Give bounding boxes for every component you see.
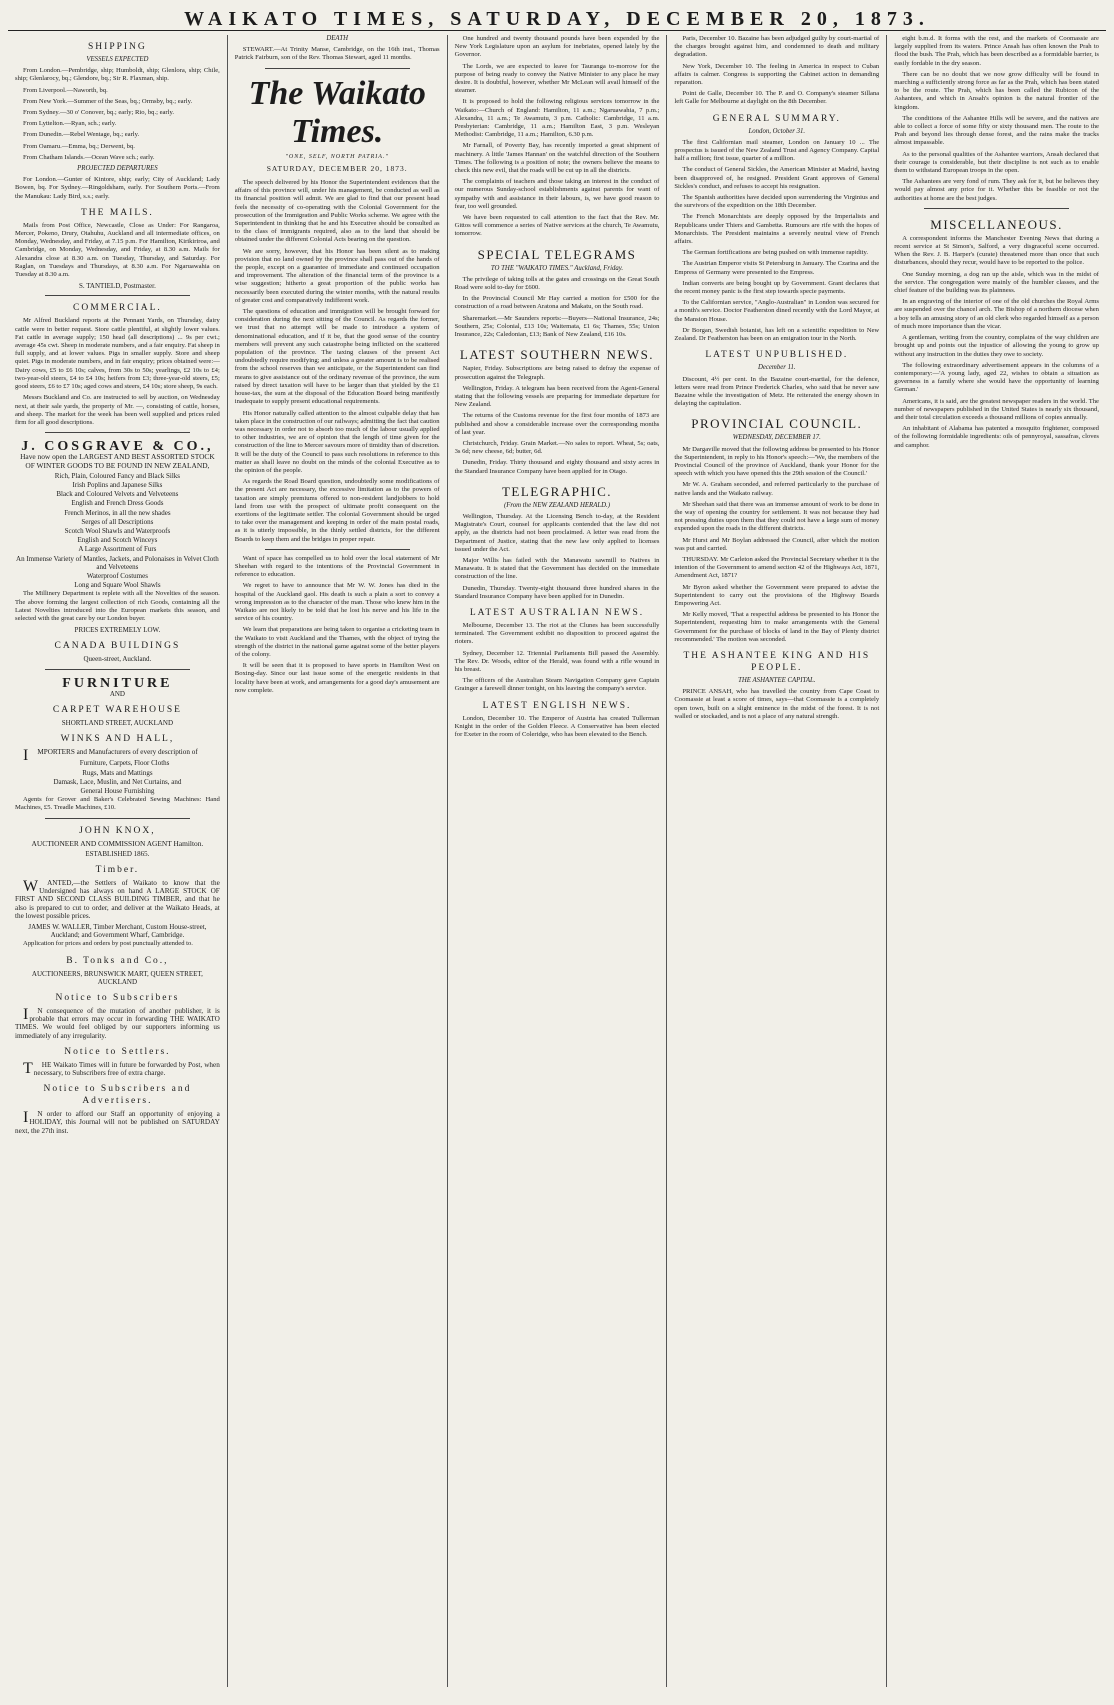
column-5 [887, 35, 1106, 1687]
vessel-entry: From New York.—Summer of the Seas, bq.; Ormsby, bq.; early. [23, 97, 193, 105]
cosgrave-item: English and French Dress Goods [71, 499, 164, 508]
southern-news-item: Wellington, Friday. A telegram has been received from the Agent-General stating that the following vessels are preparing for immediate departure for New Zealand. [454, 384, 660, 409]
council-paragraph: Mr Hurst and Mr Boylan addressed the Council, after which the motion was put and carried. [674, 536, 880, 552]
vessel-entry: From Chatham Islands.—Ocean Wave sch.; early. [23, 153, 155, 161]
knox-heading: JOHN KNOX, [79, 825, 156, 836]
summary-paragraph: Dr Borgan, Swedish botanist, has left on a scientific expedition to New Zealand. Dr Featherston has been on an emigration tour in the North. [674, 326, 880, 343]
divider [265, 549, 410, 550]
timber-text: WANTED,—the Settlers of Waikato to know that the Undersigned has always on hand A LARGE STOCK OF FIRST AND SECOND CLASS BUILDING TIMBER, and that he also is prepared to cut to order, and deliver at the Waikato Heads, at the lowest possible prices. [15, 878, 220, 920]
summary-paragraph: The conduct of General Sickles, the American Minister at Madrid, having been disapproved of, he resigned. President Grant approves of General Sickles's conduct, and refuses to accept his resignation. [674, 166, 880, 190]
southern-news-item: Christchurch, Friday. Grain Market.—No sales to report. Wheat, 5s; oats, 3s 6d; new cheese, 6d; butter, 6d. [454, 439, 660, 456]
special-telegram: The privilege of taking tolls at the gates and crossings on the Great South Road were sold to-day for £600. [454, 275, 660, 292]
australian-news-item: The officers of the Australian Steam Navigation Company gave Captain Grainger a farewell dinner tonight, on his leaving the company's service. [454, 677, 660, 693]
latest-unpublished-heading: LATEST UNPUBLISHED. [705, 350, 849, 361]
local-news-paragraph: One hundred and twenty thousand pounds have been expended by the New York Legislature upon an asylum for inebriates, opened lately by the Governor. [454, 35, 660, 59]
english-news-item: London, December 10. The Emperor of Austria has created Tullerman Knight in the order of the Golden Fleece. A Conservative has been elected for Exeter in the room of Coleridge, who has been elevated to the Bench. [454, 714, 660, 738]
local-news-paragraph: The Lords, we are expected to leave for Tauranga to-morrow for the purpose of being ready to convey the Native Minister to any place he may desire. It is doubtful, however, whether Mr McLean will avail himself of the steamer. [454, 62, 660, 95]
cosgrave-item: Scotch Wool Shawls and Waterproofs [64, 526, 171, 535]
provincial-council-dateline: WEDNESDAY, DECEMBER 17. [732, 434, 821, 442]
knox-subheading: AUCTIONEER AND COMMISSION AGENT Hamilton. [31, 838, 204, 848]
cosgrave-note: The Millinery Department is replete with all the Novelties of the season. The above forming the largest collection of rich Goods, containing all the Latest Novelties introduced into the European markets this season, and selected with the great care by our London buyer. [15, 590, 220, 622]
ashantee-continued: The conditions of the Ashantee Hills will be severe, and the natives are able to collect a force of some fifty or sixty thousand men. The route to the Prah and beyond lies through dense forest, and the rains make the tracks almost impassable. [894, 114, 1099, 147]
australian-news-item: Sydney, December 12. Triennial Parliaments Bill passed the Assembly. The Rev. Dr. Woods, editor of the Herald, was found with a rifle wound in his breast. [454, 649, 660, 673]
council-paragraph: Mr W. A. Graham seconded, and referred particularly to the purchase of native lands and the Waikato railway. [674, 481, 880, 497]
timber-heading: Timber. [95, 865, 140, 876]
commercial-paragraph: Messrs Buckland and Co. are instructed to sell by auction, on Wednesday next, at their sale yards, the property of Mr. —, consisting of cattle, horses, and sheep. The market for the week has been well supplied and prices ruled firm for all good descriptions. [15, 394, 220, 426]
cosgrave-item: Waterproof Costumes [86, 571, 148, 580]
vessel-entry: From Dunedin.—Rebel Wentage, bq.; early. [23, 131, 140, 139]
commercial-heading: COMMERCIAL. [73, 303, 162, 314]
unpublished-text: Discount, 4½ per cent. In the Bazaine court-martial, for the defence, letters were read from Prince Frederick Charles, who said that he never saw Bazaine while the investigation of Metz. He reiterated the energy shown in delaying the capitulation. [674, 375, 880, 408]
knox-established: ESTABLISHED 1865. [85, 849, 150, 858]
departures-text: For London.—Gunter of Kintore, ship; early; City of Auckland; Lady Bowen, bq. For Sydney.—Ringoldsham, early. For Southern Ports.—From the Manukau: Lady Bird, s.s.; early. [15, 176, 220, 200]
summary-paragraph: The French Monarchists are deeply opposed by the Imperialists and Republicans under Thiers and Gambetta. Rumours are rife with the hopes of Monarchists. The President maintains a severely neutral view of French affairs. [674, 213, 880, 246]
cosgrave-item: Long and Square Wool Shawls [74, 581, 161, 590]
editorial-paragraph: We are sorry, however, that his Honor has been silent as to making provision that no land owned by the province shall pass out of the hands of the people, except on a guarantee of immediate and continued occupation and improvement. The alteration of the financial term of the province is a wise suggestion; hitherto a great proportion of the public works has necessarily been executed during the winter months, with the natural results of greater cost and comparatively indifferent work. [234, 247, 440, 304]
summary-paragraph: The Austrian Emperor visits St Petersburg in January. The Czarina and the Empress of Germany were presented to the Empress. [674, 260, 880, 276]
notice-subscribers-text: IN consequence of the mutation of another publisher, it is probable that errors may occur in forwarding THE WAIKATO TIMES. We would feel obliged by our supporters informing us immediately of any irregularity. [15, 1006, 220, 1040]
telegraphic-item: Dunedin, Thursday. Twenty-eight thousand three hundred shares in the Standard Insurance Company have been applied for in Dunedin. [454, 584, 660, 600]
mails-heading: THE MAILS. [81, 207, 154, 218]
vessel-entry: From London.—Pembridge, ship; Humboldt, ship; Glenlora, ship; Chile, ship; Glenlarocy, bq.; Glendore, bq.; Sir R. Flaxman, ship. [15, 67, 220, 83]
council-paragraph: Mr Dargaville moved that the following address be presented to his Honor the Superintendent, in reply to his Honor's speech:—'We, the members of the Provincial Council of the province of Auckland, thank your Honor for the speech with which you have opened this the 29th session of the Council.' [674, 445, 880, 478]
column-3 [448, 35, 668, 1687]
ashantee-continued: eight b.m.d. It forms with the rest, and the markets of Coomassie are largely supplied from its waters. Prince Ansah has often known the Prah to flood the bush. The Prah, which has been described as a formidable barrier, is easily fordable in the dry season. [894, 35, 1099, 67]
cable-news-item: Paris, December 10. Bazaine has been adjudged guilty by court-martial of the charges brought against him, and condemned to death and military degradation. [674, 35, 880, 59]
ashantee-subheading: THE ASHANTEE CAPITAL. [738, 676, 816, 684]
divider [45, 432, 190, 433]
cable-news-item: New York, December 10. The feeling in America in respect to Cuban affairs is calmer. Congress is supporting the Cabinet action in demanding reparation. [674, 62, 880, 87]
summary-paragraph: The Spanish authorities have decided upon surrendering the Virginius and the survivors of the expedition on the 18th December. [674, 194, 880, 210]
editorial-paragraph: As regards the Road Board question, undoubtedly some modifications of the present Act are necessary, the excessive limitation as to the powers of taxation are simply premiums offered to non-resident landjobbers to hold land from use with the prospect of ultimate profit consequent on the exertions of the legitimate settler. The colonial Government should be urged to take over the management and keeping in order of the main postal roads, as it is utterly impossible, in the thinly settled districts, for the different Boards to keep them and the bridges in proper repair. [234, 478, 440, 543]
cosgrave-item: Serges of all Descriptions [81, 517, 154, 526]
winks-hall-item: Damask, Lace, Muslin, and Net Curtains, and [53, 777, 182, 786]
departures-heading: PROJECTED DEPARTURES [77, 165, 158, 173]
telegraphic-item: Major Willis has failed with the Manawatu sawmill to Natives in Manawatu. It is stated that the Government has decided on the immediate construction of the line. [454, 556, 660, 581]
local-news-paragraph: The complaints of teachers and those taking an interest in the conduct of our numerous Sunday-school establishments against parents for want of sympathy with and assistance in their labours, is, we have good reason to fear, too well grounded. [454, 178, 660, 210]
notice-settlers-text: THE Waikato Times will in future be forwarded by Post, when necessary, to Subscribers free of extra charge. [23, 1059, 220, 1078]
vessel-entry: From Oamaru.—Emma, bq.; Derwent, bq. [23, 142, 135, 150]
cosgrave-item: An Immense Variety of Mantles, Jackets, and Polonaises in Velvet Cloth and Velveteens [16, 554, 219, 571]
editorial-paragraph: It will be seen that it is proposed to have sports in Hamilton West on Boxing-day. Since our last issue some of the energetic residents in that locality have been at work, and arrangements for a good day's amusement are now complete. [234, 662, 440, 694]
vessel-entry: From Liverpool.—Naworth, bq. [23, 86, 108, 94]
local-news-paragraph: It is proposed to hold the following religious services tomorrow in the Waikato:—Church of England: Hamilton, 11 a.m.; Ngaruawahia, 7 p.m.; Alexandra, 11 a.m.; Te Awamutu, 3 p.m. Catholic: Cambridge, 11 a.m. Presbyterian: Cambridge, 11 a.m.; Hamilton East, 3 p.m. Wesleyan Methodist: Cambridge, 11 a.m.; Hamilton, 6.30 p.m. [454, 98, 660, 139]
summary-paragraph: To the Californian service, "Anglo-Australian" in London was secured for a month's service. Doctor Featherston dined recently with the Lord Mayor, at the Mansion House. [674, 299, 880, 323]
masthead: WAIKATO TIMES, SATURDAY, DECEMBER 20, 1873. [8, 8, 1106, 31]
mails-text: Mails from Post Office, Newcastle, Close as Under: For Rangaroa, Mercer, Pokeno, Drury, Otahuhu, Auckland and all intermediate offices, on Monday, Wednesday, and Friday, at 7.15 p.m. For Hamilton, Kirikiriroa, and Cambridge, on Monday, Wednesday, and Friday, at 8.30 a.m. Mails for Alexandra close at 8.30 a.m. on Tuesday, Thursday, and Saturday. For Raglan, on Tuesdays and Thursdays, at 8.30 a.m. For Ngaruawahia on Tuesday at 8.30 a.m. [15, 221, 220, 279]
provincial-council-heading: PROVINCIAL COUNCIL. [691, 416, 863, 432]
divider [265, 68, 410, 69]
newspaper-page [8, 8, 1106, 1689]
carpet-warehouse-heading: CARPET WAREHOUSE [52, 704, 182, 715]
special-telegram: Sharemarket.—Mr Saunders reports:—Buyers—National Insurance, 24s; Southern, 25s; Colonial, £13 10s; Waitemata, £1 6s; Thames, 55s; Union Insurance, 22s; Caledonian, £13; Bank of New Zealand, £16 10s. [454, 314, 660, 339]
newspaper-motto: "ONE, SELF, NORTH PATRIA." [285, 153, 389, 160]
newspaper-nameplate: The Waikato Times. [248, 74, 426, 150]
canada-buildings-address: Queen-street, Auckland. [83, 655, 152, 664]
cosgrave-prices: PRICES EXTREMELY LOW. [74, 626, 161, 635]
miscellaneous-paragraph: A gentleman, writing from the country, complains of the way children are brought up and points out the injustice of allowing the young to grow up without any instruction in the duties they owe to society. [894, 334, 1099, 358]
divider [45, 669, 190, 670]
editorial-paragraph: The questions of education and immigration will be brought forward for consideration during the next sitting of the Council. As regards the former, we trust that no attempt will be made to introduce a system of denominational education, and if it be, that the good sense of the country members will prevent any such catastrophe being inflicted on the scattered population of the province. The taxing clauses of the present Act undoubtedly require modifying; and unless a greater amount is to be realised from the school reserves than we anticipate, or the Superintendent can find means to give assistance out of the ordinary revenue of the province, the sum raised by direct taxation will have to be larger than that yielded by the £1 house-tax, the sum at the disposal of the Education Board being manifestly inadequate to supply present educational requirements. [234, 308, 440, 406]
miscellaneous-paragraph: Americans, it is said, are the greatest newspaper readers in the world. The number of newspapers published in the United States is nearly six thousand, and their total circulation exceeds a thousand millions of copies annually. [894, 397, 1099, 421]
winks-hall-intro: IMPORTERS and Manufacturers of every description of [23, 747, 198, 765]
southern-news-item: Napier, Friday. Subscriptions are being raised to defray the expense of prosecution against the Telegraph. [454, 365, 660, 381]
cosgrave-item: English and Scotch Winceys [77, 536, 158, 545]
divider [45, 818, 190, 819]
cable-news-item: Point de Galle, December 10. The P. and O. Company's steamer Sillana left Galle for Melbourne at daylight on the 8th December. [674, 90, 880, 106]
australian-news-item: Melbourne, December 13. The riot at the Clunes has been successfully terminated. The Government exhibit no disposition to proceed against the rioters. [454, 621, 660, 646]
editorial-paragraph: We learn that preparations are being taken to organise a cricketing team in the Waikato to visit Auckland and the Thames, with the object of trying the strength of the district in the national game against some of the better players of the colony. [234, 626, 440, 658]
ashantee-text: PRINCE ANSAH, who has travelled the country from Cape Coast to Coomassie at least a score of times, says—that Coomassie is a completely open town, built on a slight eminence in the midst of the forest. It is not walled or stockaded, and is not a place of any natural strength. [674, 688, 880, 720]
tonks-subheading: AUCTIONEERS, BRUNSWICK MART, QUEEN STREET, AUCKLAND [31, 969, 203, 986]
cosgrave-item: Rich, Plain, Coloured Fancy and Black Silks [54, 471, 180, 480]
cosgrave-item: French Merinos, in all the new shades [64, 508, 171, 517]
telegraphic-subheading: (From the NEW ZEALAND HERALD.) [503, 501, 611, 509]
ashantee-heading: THE ASHANTEE KING AND HIS PEOPLE. [683, 650, 871, 673]
editorial-paragraph: We regret to have to announce that Mr W. W. Jones has died in the hospital of the Auckland gaol. His death is such a plain a sort to convey a wrong impression as to the character of the man. Those who knew him in the Waikato are not likely to be told that he lost his nerve and his life in the service of his country. [234, 582, 440, 623]
vessels-heading: VESSELS EXPECTED [86, 56, 149, 63]
shipping-heading: SHIPPING [88, 42, 147, 52]
cosgrave-ad-subheading: Have now open the LARGEST AND BEST ASSORTED STOCK OF WINTER GOODS TO BE FOUND IN NEW ZEALAND, [20, 452, 215, 470]
council-paragraph: Mr Kelly moved, 'That a respectful address be presented to his Honor the Superintendent, requesting him to make arrangements with the General Government for the purchase of blocks of land in the Bay of Plenty district recommended.' The motion was seconded. [674, 611, 880, 643]
winks-hall-item: Furniture, Carpets, Floor Cloths [79, 759, 170, 768]
tonks-heading: B. Tonks and Co., [66, 955, 169, 966]
notice-advertisers-text: IN order to afford our Staff an opportunity of enjoying a HOLIDAY, this Journal will not be published on SATURDAY next, the 27th inst. [15, 1109, 220, 1135]
death-notice: STEWART.—At Trinity Manse, Cambridge, on the 16th inst., Thomas Patrick Fairburn, son of the Rev. Thomas Stewart, aged 11 months. [234, 46, 440, 62]
furniture-heading: FURNITURE [62, 675, 173, 691]
postmaster-signature: S. TANTIELD, Postmaster. [78, 282, 156, 291]
death-heading: DEATH [326, 35, 349, 42]
column-4 [667, 35, 887, 1687]
cosgrave-item: A Large Assortment of Furs [78, 545, 157, 554]
divider [924, 208, 1069, 209]
column-2 [228, 35, 448, 1687]
miscellaneous-paragraph: One Sunday morning, a dog ran up the aisle, which was in the midst of the service. The congregation were mainly of the humbler classes, and the chief feature of the building was its plainness. [894, 270, 1099, 295]
editorial-paragraph: Want of space has compelled us to hold over the local statement of Mr Sheehan with regard to the intentions of the Provincial Government in reference to education. [234, 554, 440, 579]
ashantee-continued: As to the personal qualities of the Ashantee warriors, Ansah declared that their courage is considerable, but their discipline is not such as to enable them to withstand European troops in the open. [894, 150, 1099, 175]
local-news-paragraph: Mr Farnall, of Poverty Bay, has recently imported a great shipment of machinery. A little 'James Hannan' on the watchful direction of the Southern Times. The following is a position of note; the owners believe the means to check this new evil, that the roads will be cut up in all the districts. [454, 142, 660, 175]
winks-hall-item: General House Furnishing [80, 787, 155, 795]
notice-advertisers-heading: Notice to Subscribers and Advertisers. [43, 1084, 192, 1107]
special-telegram: In the Provincial Council Mr Hay carried a motion for £500 for the construction of a road between Aratona and Makatu, on the South road. [454, 295, 660, 311]
waller-signature: JAMES W. WALLER, Timber Merchant, Custom House-street, Auckland; and Government Wharf, Cambridge. [28, 923, 207, 940]
issue-date: SATURDAY, DECEMBER 20, 1873. [266, 163, 408, 173]
cosgrave-item: Irish Poplins and Japanese Silks [72, 480, 163, 489]
winks-hall-heading: WINKS AND HALL, [60, 734, 175, 745]
notice-settlers-heading: Notice to Settlers. [64, 1046, 171, 1057]
summary-paragraph: The first Californian mail steamer, London on January 10 ... The prospectus is issued of the New Zealand Trust and Agency Company. Capital half a million; first issue, quarter of a million. [674, 138, 880, 163]
summary-paragraph: The German fortifications are being pushed on with immense rapidity. [682, 249, 869, 257]
council-paragraph: Mr Byron asked whether the Government were prepared to advise the Superintendent to carry out the provisions of the Highway Boards Empowering Act. [674, 583, 880, 607]
latest-unpublished-dateline: December 11. [757, 364, 796, 372]
general-summary-dateline: London, October 31. [748, 127, 806, 135]
miscellaneous-heading: MISCELLANEOUS. [930, 216, 1063, 232]
council-paragraph: THURSDAY. Mr Carleton asked the Provincial Secretary whether it is the intention of the Government to amend section 42 of the Highways Act, 1871, Amendment Act, 1871? [674, 555, 880, 580]
columns [8, 35, 1106, 1687]
editorial-paragraph: The speech delivered by his Honor the Superintendent evidences that the affairs of this province will, under his management, be conducted as well as its financial position will admit. We are glad to find that our present head feels the necessity of co-operating with the Colonial Government for the prosecution of the Immigration and Public Works scheme. We agree with the Superintendent in thinking that he and his Executive should be consulted as to the class of immigrants required, also as to the land that should be obtained under the different Colonial Acts bearing on the question. [234, 179, 440, 244]
waller-note: Application for prices and orders by post punctually attended to. [23, 940, 193, 948]
telegraphic-heading: TELEGRAPHIC. [501, 483, 613, 499]
carpet-warehouse-address: SHORTLAND STREET, AUCKLAND [61, 718, 174, 727]
miscellaneous-paragraph: The following extraordinary advertisement appears in the columns of a contemporary:—'A young lady, aged 22, wishes to obtain a situation as governess in a family where she would have the opportunity of learning German.' [894, 361, 1099, 394]
general-summary-heading: GENERAL SUMMARY. [712, 113, 841, 124]
southern-news-heading: LATEST SOUTHERN NEWS. [459, 347, 655, 363]
editorial-paragraph: His Honor naturally called attention to the almost culpable delay that has taken place in the construction of our railways; admitting the fact that caution was necessary in order not to absorb too much of the labour usually applied to other industries, we are of opinion that the length of time given for the construction of the line to Mercer savours more of timidity than of discretion. It will be the duty of the Council to pass such resolutions in reference to this matter as shall leave no doubt on the minds of the colonial Executive as to the opinion of the people. [234, 409, 440, 474]
southern-news-item: The returns of the Customs revenue for the first four months of 1873 are published and show a considerable increase over the corresponding months of last year. [454, 412, 660, 436]
special-telegrams-subheading: TO THE "WAIKATO TIMES." Auckland, Friday. [490, 264, 624, 272]
winks-hall-item: Rugs, Mats and Mattings [82, 768, 153, 777]
winks-hall-agents: Agents for Grover and Baker's Celebrated Sewing Machines: Hand Machines, £5. Treadle Machines, £10. [15, 796, 220, 812]
council-paragraph: Mr Sheehan said that there was an immense amount of work to be done in the way of opening the country for settlement. It was not because they had not pressing duties upon them that they could not have a large sum of money expended upon the roads in the different districts. [674, 500, 880, 533]
local-news-paragraph: We have been requested to call attention to the fact that the Rev. Mr. Gittos will commence a series of Native services at the church, Te Awamutu, tomorrow. [454, 214, 660, 238]
furniture-and: AND [109, 689, 125, 698]
miscellaneous-paragraph: An inhabitant of Alabama has patented a mosquito frightener, composed of the following formidable ingredients: oils of pennyroyal, sassafras, cloves and camphor. [894, 425, 1099, 449]
vessel-entry: From Lyttelton.—Ryan, sch.; early. [23, 120, 117, 128]
special-telegrams-heading: SPECIAL TELEGRAMS [477, 246, 637, 262]
cosgrave-item: Black and Coloured Velvets and Velveteens [56, 490, 179, 499]
commercial-paragraph: Mr Alfred Buckland reports at the Pennant Yards, on Thursday, dairy cattle were in better request. Store cattle plentiful, at slightly lower values. Fat cattle in average supply; 150 head (all descriptions) ... 9s per cwt.; average 45s cwt. Sheep in moderate numbers, and a fair enquiry. Fat sheep in full supply, and at lower values. Pigs in smaller supply. Store and sheep quiet. Pigs in moderate numbers, and in fair enquiry; prices obtained were:—Dairy cows, £5 to £6 10s; calves, from 30s to 50s; yearlings, £2 10s to £4; two-year-old steers, £4 to £4 10s; heifers from £3; three-year-old steers, £5; good steers, £6 to £7 10s; aged cows and steers, £4 10s; store sheep, 9s each. [15, 317, 220, 391]
vessel-entry: From Sydney.—30 o' Conover, bq.; early; Rio, bq.; early. [23, 109, 174, 117]
southern-news-item: Dunedin, Friday. Thirty thousand and eighty thousand and sixty acres in the Standard Insurance Company have been applied for in Otago. [454, 459, 660, 475]
column-1 [8, 35, 228, 1687]
canada-buildings-heading: CANADA BUILDINGS [54, 641, 181, 652]
ashantee-continued: The Ashantees are very fond of rum. They ask for it, but he believes they would pay almost any price for it. Whether this be feasible or not the authorities at home are the best judges. [894, 178, 1099, 202]
cosgrave-ad-heading: J. COSGRAVE & CO., [21, 439, 214, 455]
divider [45, 295, 190, 296]
notice-subscribers-heading: Notice to Subscribers [55, 993, 180, 1004]
miscellaneous-paragraph: In an engraving of the interior of one of the old churches the Royal Arms are suspended over the chancel arch. The Bishop of a northern diocese when a boy tells an amusing story of an old clerk who regarded himself as a person of much more importance than the vicar. [894, 298, 1099, 330]
telegraphic-item: Wellington, Thursday. At the Licensing Bench to-day, at the Resident Magistrate's Court, counsel for applicants contended that the law did not apply, as the districts had not been proclaimed. A letter was read from the Department of Justice, stating that the new law only applied to licenses issued under the Act. [454, 512, 660, 553]
ashantee-continued: There can be no doubt that we now grow difficulty will be found in marching a sufficiently strong force as far as the Prah, which has been stated to be the route. The Prah, which has been called the Rubicon of the Ashantees, and which in Ansah's opinion is the natural frontier of the kingdom. [894, 70, 1099, 111]
english-news-heading: LATEST ENGLISH NEWS. [482, 700, 632, 711]
summary-paragraph: Indian converts are being bought up by Government. Grant declares that the recent money panic is the first step towards specie payments. [674, 279, 880, 296]
miscellaneous-paragraph: A correspondent informs the Manchester Evening News that during a recent service at St Simon's, Salford, a very disgraceful scene occurred. When the Rev. J. B. Harper's (curate) threatened more than once that such disturbances, should they recur, would have to be reported to the police. [894, 234, 1099, 267]
australian-news-heading: LATEST AUSTRALIAN NEWS. [469, 607, 645, 618]
